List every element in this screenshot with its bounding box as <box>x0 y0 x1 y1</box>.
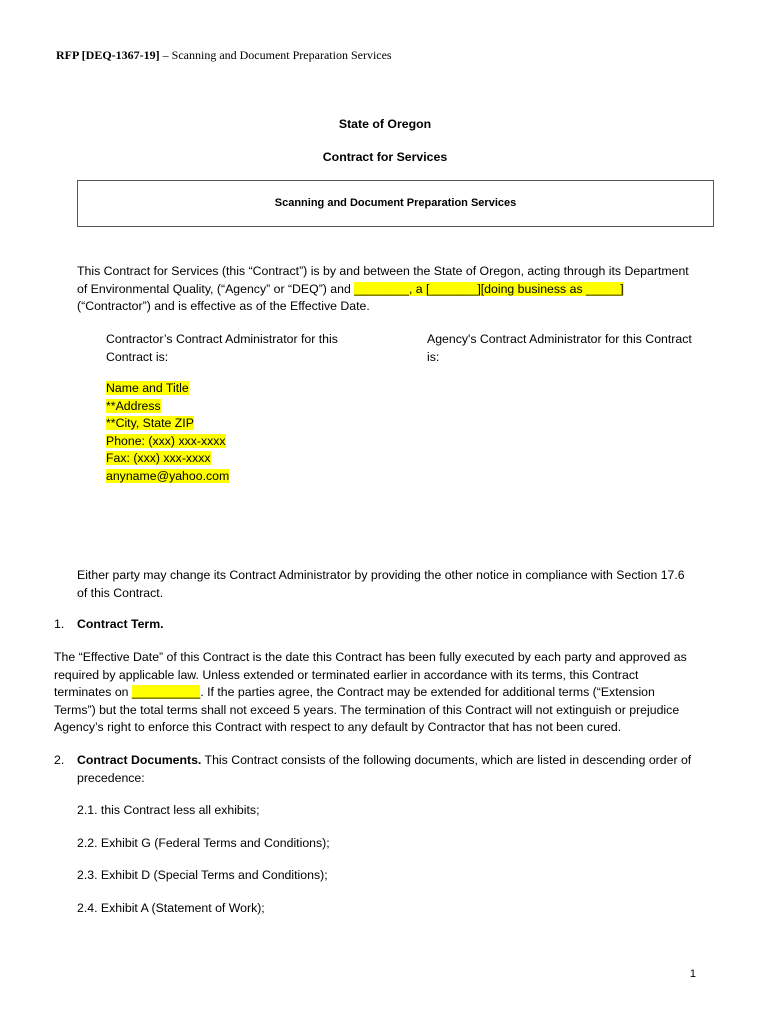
s1-line-3 <box>54 684 719 702</box>
admin-address-field[interactable]: **Address <box>106 398 161 413</box>
page-number: 1 <box>689 968 696 980</box>
contractor-name-field[interactable]: ________, a [_______][doing business as _____] <box>354 281 624 296</box>
page-header <box>56 47 392 65</box>
contractor-admin-label <box>106 331 396 366</box>
title-box <box>77 180 714 227</box>
admin-email-field[interactable]: anyname@yahoo.com <box>106 468 230 483</box>
admin-fax-field[interactable]: Fax: (xxx) xxx-xxxx <box>106 451 211 465</box>
s1-line-5: Agency’s right to enforce this Contract with respect to any default by Contractor that has not been cured. <box>54 720 622 734</box>
either-line-1: Either party may change its Contract Administrator by providing the other notice in compliance with Section 17.6 <box>77 568 685 582</box>
s2-line-1: This Contract consists of the following documents, which are listed in descending order of <box>201 753 692 767</box>
s1-line-4: Terms”) but the total terms shall not exceed 5 years. The termination of this Contract will not extinguish or prejudice <box>54 702 680 717</box>
s1-line-3c: . If the parties agree, the Contract may be extended for additional terms (“Extension <box>200 685 655 699</box>
contractor-admin-line-1: Contractor’s Contract Administrator for this <box>106 332 338 346</box>
intro-line-3: (“Contractor”) and is effective as of the Effective Date. <box>77 299 370 313</box>
admin-name-field[interactable]: Name and Title <box>106 381 189 395</box>
section-2-paragraph <box>77 752 717 787</box>
agency-admin-label <box>427 331 727 366</box>
contractor-admin-details <box>106 380 229 485</box>
s1-line-2: required by applicable law. Unless extended or terminated earlier in accordance with its terms, this Contract <box>54 667 639 682</box>
section-1-title: Contract Term. <box>77 617 164 631</box>
title-contract: Contract for Services <box>322 150 448 164</box>
list-item: 2.2. Exhibit G (Federal Terms and Conditions); <box>77 836 330 850</box>
section-2-title: Contract Documents. <box>77 753 202 767</box>
agency-admin-line-2: is: <box>427 349 440 364</box>
admin-phone-field[interactable]: Phone: (xxx) xxx-xxxx <box>106 433 226 448</box>
intro-line-2a: of Environmental Quality, (“Agency” or “DEQ”) and <box>77 281 355 296</box>
intro-paragraph <box>77 263 717 316</box>
list-item: 2.3. Exhibit D (Special Terms and Conditions); <box>77 868 328 882</box>
s1-line-1: The “Effective Date” of this Contract is the date this Contract has been fully executed by each party and approved as <box>54 650 687 664</box>
box-title: Scanning and Document Preparation Services <box>274 196 517 209</box>
section-1-paragraph <box>54 649 719 737</box>
intro-line-2 <box>77 281 717 299</box>
either-line-2: of this Contract. <box>77 585 164 600</box>
section-1-number: 1. <box>54 617 65 631</box>
section-2-number: 2. <box>54 753 65 767</box>
title-state: State of Oregon <box>338 117 432 131</box>
list-item: 2.1. this Contract less all exhibits; <box>77 803 260 817</box>
rfp-number: RFP [DEQ-1367-19] <box>56 48 160 62</box>
contractor-admin-line-2: Contract is: <box>106 349 169 364</box>
list-item: 2.4. Exhibit A (Statement of Work); <box>77 901 265 915</box>
termination-date-field[interactable]: __________ <box>131 685 201 699</box>
intro-line-1: This Contract for Services (this “Contract”) is by and between the State of Oregon, acting through its Department <box>77 264 689 278</box>
s1-line-3a: terminates on <box>54 685 132 699</box>
header-text: – Scanning and Document Preparation Services <box>159 48 392 62</box>
agency-admin-line-1: Agency's Contract Administrator for this Contract <box>427 332 692 346</box>
admin-city-field[interactable]: **City, State ZIP <box>106 416 194 430</box>
s2-line-2: precedence: <box>77 770 145 785</box>
either-party-paragraph <box>77 567 717 602</box>
